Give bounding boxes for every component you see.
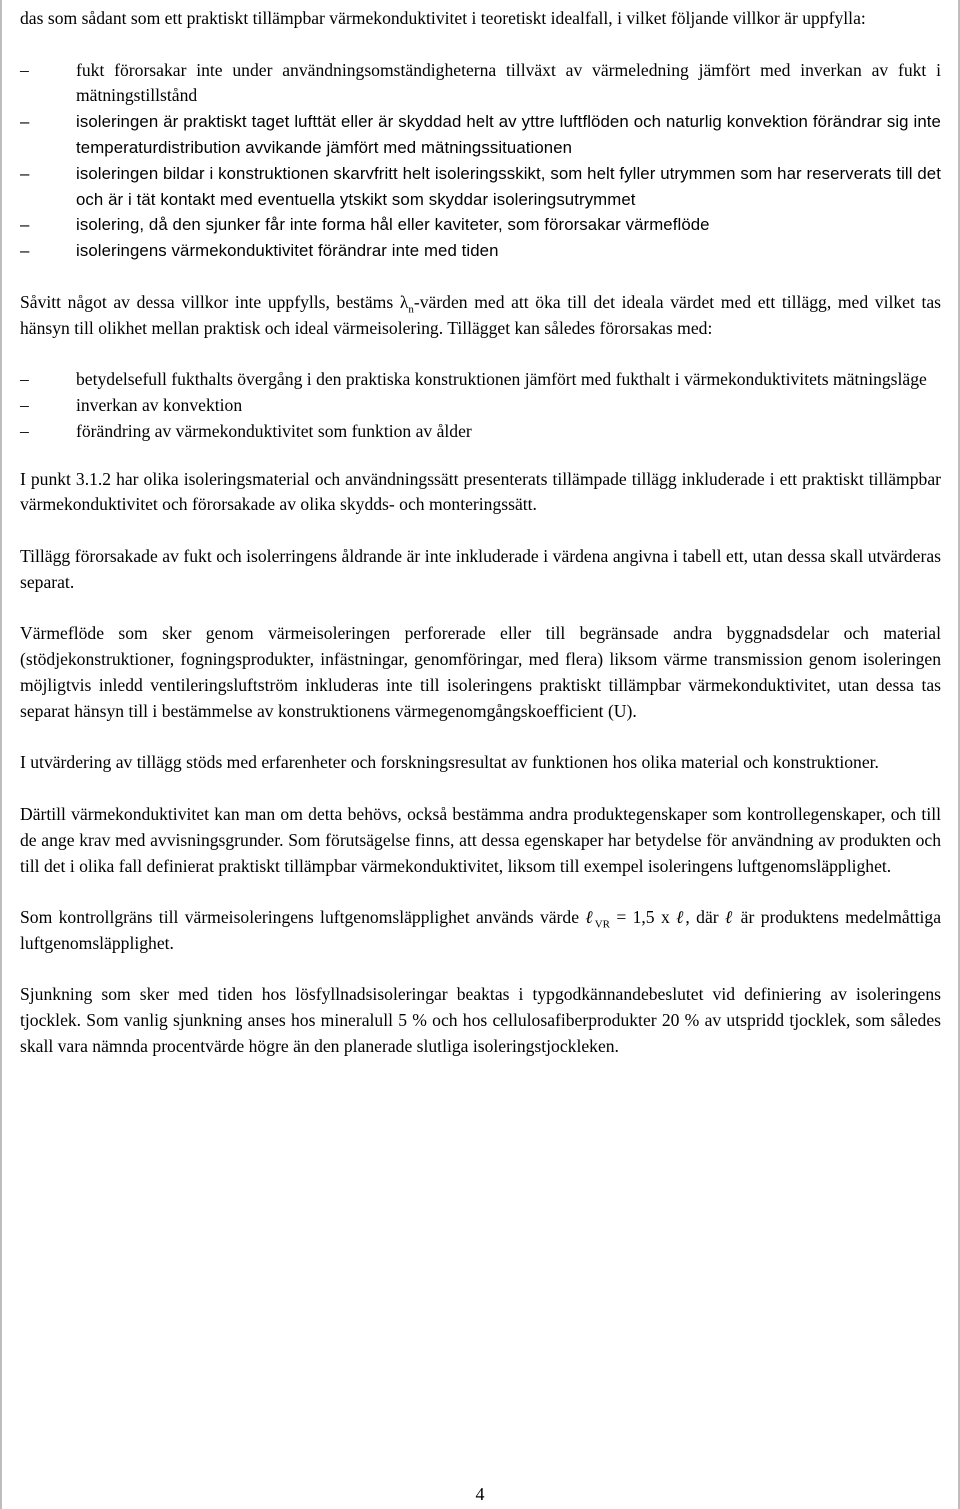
utvardering-paragraph: I utvärdering av tillägg stöds med erfarenheter och forskningsresultat av funktionen hos olika material och konstruktioner.: [20, 752, 879, 773]
document-body: [20, 6, 941, 1060]
dash-bullet: –: [20, 369, 29, 390]
dash-bullet: –: [20, 59, 29, 80]
list-item: [20, 212, 941, 238]
tillagg-paragraph: Tillägg förorsakade av fukt och isolerringens åldrande är inte inkluderade i värdena angivna i tabell ett, utan dessa skall utvärderas separat.: [20, 545, 941, 592]
dash-bullet: –: [20, 420, 29, 441]
dartill-paragraph: Därtill värmekonduktivitet kan man om detta behövs, också bestämma andra produktegenskaper som kontrollegenskaper, och till de ange krav med avvisningsgrunder. Som förutsägelse finns, att dessa egenskaper har betydelse för användning av produkten och till det i olika fall definierat praktiskt tillämpbar värmekonduktivitet, liksom till exempel isoleringens luftgenomsläpplighet.: [20, 803, 941, 876]
list-item: [20, 161, 941, 213]
intro-paragraph: das som sådant som ett praktiskt tillämpbar värmekonduktivitet i teoretiskt idealfall, i vilket följande villkor är uppfylla:: [20, 8, 866, 28]
savitt-paragraph: Såvitt något av dessa villkor inte uppfylls, bestäms $\lambda_n$-värden med att öka till det ideala värdet med ett tillägg, med vilket tas hänsyn till olikhet mellan praktisk och ideal värmeisolering. Tillägget kan således förorsakas med:: [20, 291, 941, 338]
dash-bullet: –: [20, 163, 30, 183]
lambda-symbol: λ: [399, 291, 409, 312]
condition-text: fukt förorsakar inte under användningsomständigheterna tillväxt av värmeledning jämfört med inverkan av fukt i mätningstillstånd: [76, 59, 941, 106]
dash-bullet: –: [20, 241, 30, 261]
list-item: [20, 393, 941, 419]
dash-bullet: –: [20, 215, 30, 235]
punkt-paragraph: I punkt 3.1.2 har olika isoleringsmaterial och användningssätt presenterats tillämpade tillägg inkluderade i ett praktiskt tillämpbar värmekonduktivitet och förorsakade av olika skydds- och monteringssätt.: [20, 468, 941, 515]
list-item: [20, 58, 941, 110]
list-item: [20, 419, 941, 445]
condition-text: isoleringen bildar i konstruktionen skarvfritt helt isoleringsskikt, som helt fyller utrymmen som har reserverats till det och är i tät kontakt med eventuella ytskikt som skyddar isoleringsutrymmet: [76, 163, 941, 209]
list-item: [20, 109, 941, 161]
condition-text: isoleringen är praktiskt taget lufttät eller är skyddad helt av yttre luftflöden och naturlig konvektion förändrar sig inte temperaturdistribution avvikande jämfört med mätningssituationen: [76, 112, 941, 157]
conditions-list: [20, 58, 941, 264]
ell-symbol: ℓ: [585, 907, 595, 928]
causes-list: [20, 367, 941, 444]
varmeflode-paragraph: Värmeflöde som sker genom värmeisoleringen perforerade eller till begränsade andra byggnadsdelar och material (stödjekonstruktioner, fogningsprodukter, infästningar, genomföringar, med flera) liksom värme transmission genom isoleringen möjligtvis inledd ventileringsluftström inkluderas inte till isoleringens praktiskt tillämpbar värmekonduktivitet, utan dessa tas separat hänsyn till i bestämmelse av konstruktionens värmegenomgångskoefficient (U).: [20, 623, 941, 721]
page-number: 4: [475, 1484, 485, 1504]
list-item: [20, 367, 941, 393]
list-item: [20, 238, 941, 264]
dash-bullet: –: [20, 112, 30, 132]
cause-text: förändring av värmekonduktivitet som funktion av ålder: [76, 420, 472, 441]
kontroll-paragraph: Som kontrollgräns till värmeisoleringens luftgenomsläpplighet används värde ℓ$_{VR}$ = 1,5 x ℓ, där ℓ är produktens medelmåttiga luftgenomsläpplighet.: [20, 907, 942, 953]
ell-subscript: VR: [594, 918, 610, 931]
ell-symbol: ℓ: [725, 907, 735, 928]
condition-text: isoleringens värmekonduktivitet förändrar inte med tiden: [76, 241, 499, 261]
cause-text: betydelsefull fukthalts övergång i den praktiska konstruktionen jämfört med fukthalt i värmekonduktivitets mätningsläge: [76, 369, 927, 390]
condition-text: isolering, då den sjunker får inte forma hål eller kaviteter, som förorsakar värmeflöde: [76, 215, 710, 235]
page-border-left: [0, 0, 2, 1509]
cause-text: inverkan av konvektion: [76, 394, 243, 415]
ell-symbol: ℓ: [676, 907, 686, 928]
sjunkning-paragraph: Sjunkning som sker med tiden hos lösfyllnadsisoleringar beaktas i typgodkännandebeslutet vid definiering av isoleringens tjocklek. Som vanlig sjunkning anses hos mineralull 5 % och hos cellulosafiberprodukter 20 % av utspridd tjocklek, som således skall vara nämnda procentvärde högre än den planerade slutliga isoleringstjockleken.: [20, 984, 941, 1057]
lambda-subscript: n: [408, 303, 414, 316]
dash-bullet: –: [20, 394, 29, 415]
